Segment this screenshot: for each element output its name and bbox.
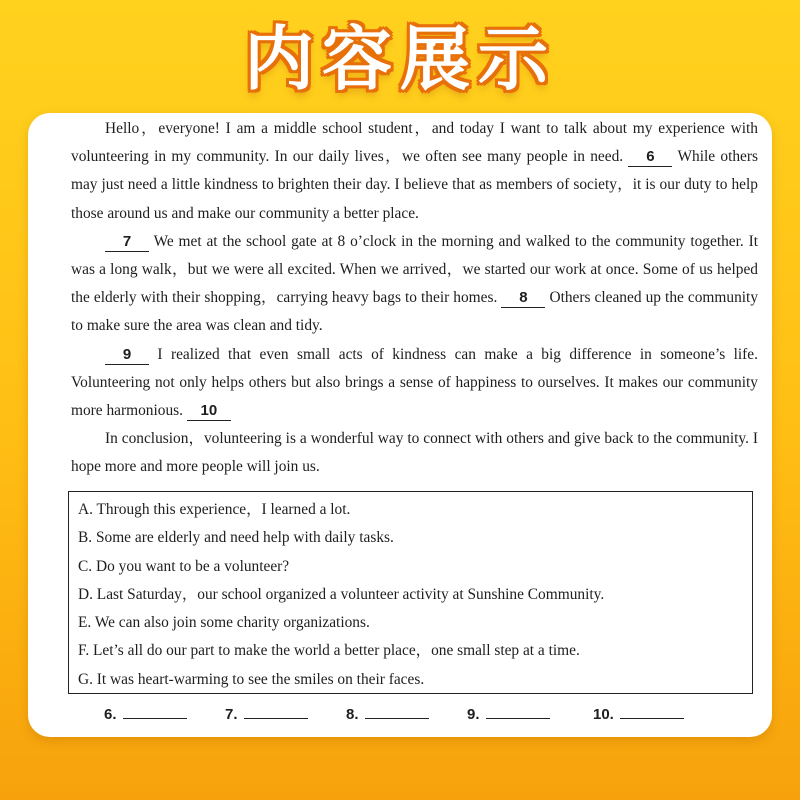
passage-paragraph xyxy=(71,228,758,341)
answer-blank-line[interactable] xyxy=(244,704,308,719)
passage-text: While others may just need a little kindness to brighten their day. I believe that as members of society，it is our duty to help those around us and make our community a better place. xyxy=(71,148,759,222)
passage-paragraph xyxy=(71,341,758,426)
answer-slot-label: 6. xyxy=(104,706,117,723)
passage-paragraph xyxy=(71,115,758,228)
options-box xyxy=(68,491,753,694)
answer-slot-9[interactable] xyxy=(467,704,550,723)
answer-blank-line[interactable] xyxy=(486,704,550,719)
blank-9: 9 xyxy=(105,346,149,365)
answer-slot-label: 7. xyxy=(225,706,238,723)
passage-text: In conclusion，volunteering is a wonderful way to connect with others and give back to the community. I hope more and more people will join us. xyxy=(71,430,758,476)
option-e: E. We can also join some charity organizations. xyxy=(78,614,370,632)
answer-blank-line[interactable] xyxy=(620,704,684,719)
answer-slot-label: 9. xyxy=(467,706,480,723)
worksheet-card xyxy=(28,113,772,737)
option-c: C. Do you want to be a volunteer? xyxy=(78,557,290,575)
blank-8: 8 xyxy=(501,289,545,308)
passage-text: Others cleaned up the community to make sure the area was clean and tidy. xyxy=(71,289,759,335)
blank-7: 7 xyxy=(105,233,149,252)
answer-blank-line[interactable] xyxy=(365,704,429,719)
answer-blank-line[interactable] xyxy=(123,704,187,719)
answer-slot-label: 8. xyxy=(346,706,359,723)
passage-text: We met at the school gate at 8 o’clock in the morning and walked to the community together. It was a long walk，but we were all excited. When we arrived，we started our work at once. Some of us helped the elderly with their shopping，carrying heavy bags to their homes. xyxy=(71,232,758,307)
option-a: A. Through this experience，I learned a lot. xyxy=(78,501,351,518)
blank-10: 10 xyxy=(187,402,231,421)
passage-paragraph xyxy=(71,425,758,481)
answer-slot-label: 10. xyxy=(593,706,614,723)
answer-row xyxy=(104,704,764,728)
option-g: G. It was heart-warming to see the smiles on their faces. xyxy=(78,670,425,688)
option-b: B. Some are elderly and need help with daily tasks. xyxy=(78,529,394,547)
answer-slot-10[interactable] xyxy=(593,704,684,723)
answer-slot-8[interactable] xyxy=(346,704,429,723)
reading-passage xyxy=(71,115,758,482)
blank-6: 6 xyxy=(628,148,672,167)
passage-text: I realized that even small acts of kindness can make a big difference in someone’s life. Volunteering not only helps others but also brings a sense of happiness to ourselves. It makes our community more harmonious. xyxy=(71,345,758,420)
answer-slot-6[interactable] xyxy=(104,704,187,723)
passage-text: Hello，everyone! I am a middle school student，and today I want to talk about my experience with volunteering in my community. In our daily lives，we often see many people in need. xyxy=(71,120,758,166)
banner-title: 内容展示 xyxy=(244,18,556,100)
option-d: D. Last Saturday，our school organized a volunteer activity at Sunshine Community. xyxy=(78,585,605,603)
option-f: F. Let’s all do our part to make the world a better place，one small step at a time. xyxy=(78,642,580,660)
answer-slot-7[interactable] xyxy=(225,704,308,723)
